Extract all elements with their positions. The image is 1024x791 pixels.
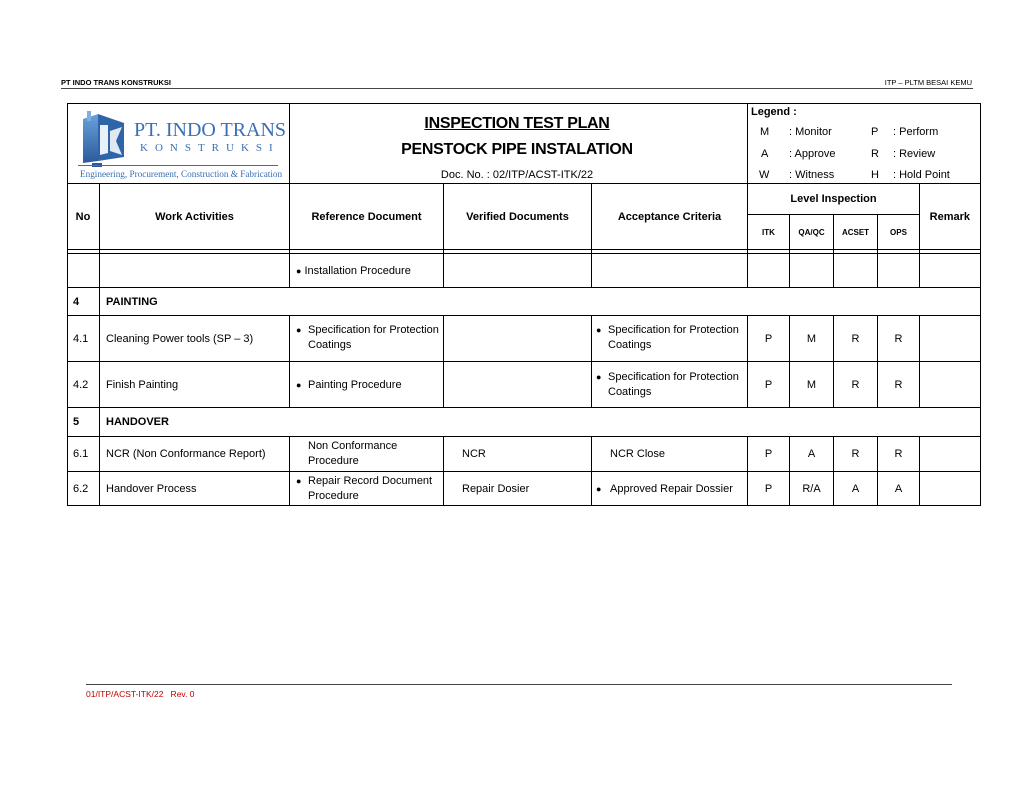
row-qaqc: M [806, 332, 817, 345]
page-header-project: ITP – PLTM BESAI KEMU [884, 78, 972, 87]
legend-code: H [871, 169, 879, 181]
header-acset: ACSET [841, 227, 870, 237]
bullet-icon: ● [596, 372, 602, 382]
bullet-icon: ● [296, 379, 302, 390]
row-no: 4.1 [73, 332, 89, 345]
row-qaqc: A [807, 448, 816, 460]
legend-label: : Review [893, 148, 936, 160]
row-no: 4.2 [73, 378, 89, 391]
row-acset: R [851, 332, 860, 345]
row-ops: A [894, 482, 903, 495]
logo-name-line2: KONSTRUKSI [140, 142, 280, 154]
header-verified-documents: Verified Documents [466, 210, 569, 223]
table-row [296, 254, 443, 287]
row-itk: P [764, 482, 773, 495]
logo-tagline: Engineering, Procurement, Construction & Fabrication [80, 169, 283, 179]
row-acceptance-text: Approved Repair Dossier [610, 482, 733, 495]
header-divider [61, 88, 973, 89]
row-reference-text: Painting Procedure [308, 378, 402, 391]
legend-label: : Witness [789, 169, 835, 181]
header-no: No [75, 210, 91, 223]
header-qaqc: QA/QC [798, 227, 825, 237]
row-reference [296, 362, 443, 407]
row-no: 6.1 [73, 448, 89, 460]
legend-code: M [760, 126, 770, 138]
header-work-activities: Work Activities [155, 210, 234, 223]
logo-divider [78, 165, 278, 166]
row-work-activity: Cleaning Power tools (SP – 3) [106, 332, 254, 345]
row-verified: NCR [462, 448, 486, 460]
footer-doc-revision: 01/ITP/ACST-ITK/22 Rev. 0 [86, 689, 195, 699]
bullet-icon: ● [296, 265, 302, 276]
row-qaqc: R/A [802, 482, 821, 495]
section-no: 5 [73, 416, 80, 428]
section-title: PAINTING [106, 295, 158, 308]
legend-label: : Monitor [789, 126, 832, 138]
row-verified: Repair Dosier [462, 482, 530, 495]
row-acset: A [851, 482, 860, 495]
document-subtitle: PENSTOCK PIPE INSTALATION [401, 141, 633, 158]
legend-title: Legend : [751, 106, 797, 118]
row-ops: R [894, 448, 903, 460]
legend-code: W [759, 169, 770, 181]
legend-code: A [761, 148, 769, 160]
legend-code: P [871, 126, 879, 138]
document-number: Doc. No. : 02/ITP/ACST-ITK/22 [440, 169, 594, 181]
footer-divider [86, 684, 952, 685]
legend-code: R [871, 148, 879, 160]
row-itk: P [764, 378, 773, 391]
bullet-icon: ● [296, 476, 302, 486]
row-acceptance-text: Specification for Protection Coatings [608, 324, 739, 351]
header-remark: Remark [929, 210, 970, 223]
row-work-activity: NCR (Non Conformance Report) [106, 448, 266, 460]
row-itk: P [764, 332, 773, 345]
section-no: 4 [73, 295, 80, 308]
bullet-icon: ● [596, 325, 602, 335]
row-acceptance: NCR Close [610, 448, 666, 460]
row-itk: P [764, 448, 773, 460]
legend-label: : Perform [893, 126, 939, 138]
header-itk: ITK [762, 227, 775, 237]
bullet-icon: ● [296, 325, 302, 335]
row-ops: R [894, 332, 903, 345]
section-title: HANDOVER [106, 416, 169, 428]
page-header-company: PT INDO TRANS KONSTRUKSI [61, 78, 172, 87]
document-title: INSPECTION TEST PLAN [424, 115, 610, 132]
row-work-activity: Finish Painting [106, 378, 179, 391]
row-work-activity: Handover Process [106, 482, 197, 495]
row-acceptance [596, 472, 747, 505]
row-reference: Non Conformance Procedure [308, 440, 398, 467]
bullet-icon: ● [596, 483, 602, 494]
row-reference [296, 323, 443, 357]
legend-label: : Approve [789, 148, 836, 160]
row-reference-text: Repair Record Document Procedure [308, 475, 433, 502]
logo-name-line1: PT. INDO TRANS [134, 119, 287, 141]
row-reference [296, 474, 443, 505]
row-acset: R [851, 378, 860, 391]
continuation-reference: Installation Procedure [304, 264, 411, 277]
row-ops: R [894, 378, 903, 391]
row-acceptance-text: Specification for Protection Coatings [608, 371, 739, 398]
row-acceptance [596, 370, 746, 404]
row-qaqc: M [806, 378, 817, 391]
header-reference-document: Reference Document [311, 210, 422, 223]
header-acceptance-criteria: Acceptance Criteria [617, 210, 722, 223]
row-acceptance [596, 323, 746, 357]
header-level-inspection: Level Inspection [790, 193, 877, 205]
row-reference-text: Specification for Protection Coatings [308, 324, 439, 351]
company-logo [78, 111, 287, 183]
row-acset: R [851, 448, 860, 460]
header-ops: OPS [890, 227, 907, 237]
row-no: 6.2 [73, 482, 89, 495]
legend-label: : Hold Point [893, 169, 950, 181]
